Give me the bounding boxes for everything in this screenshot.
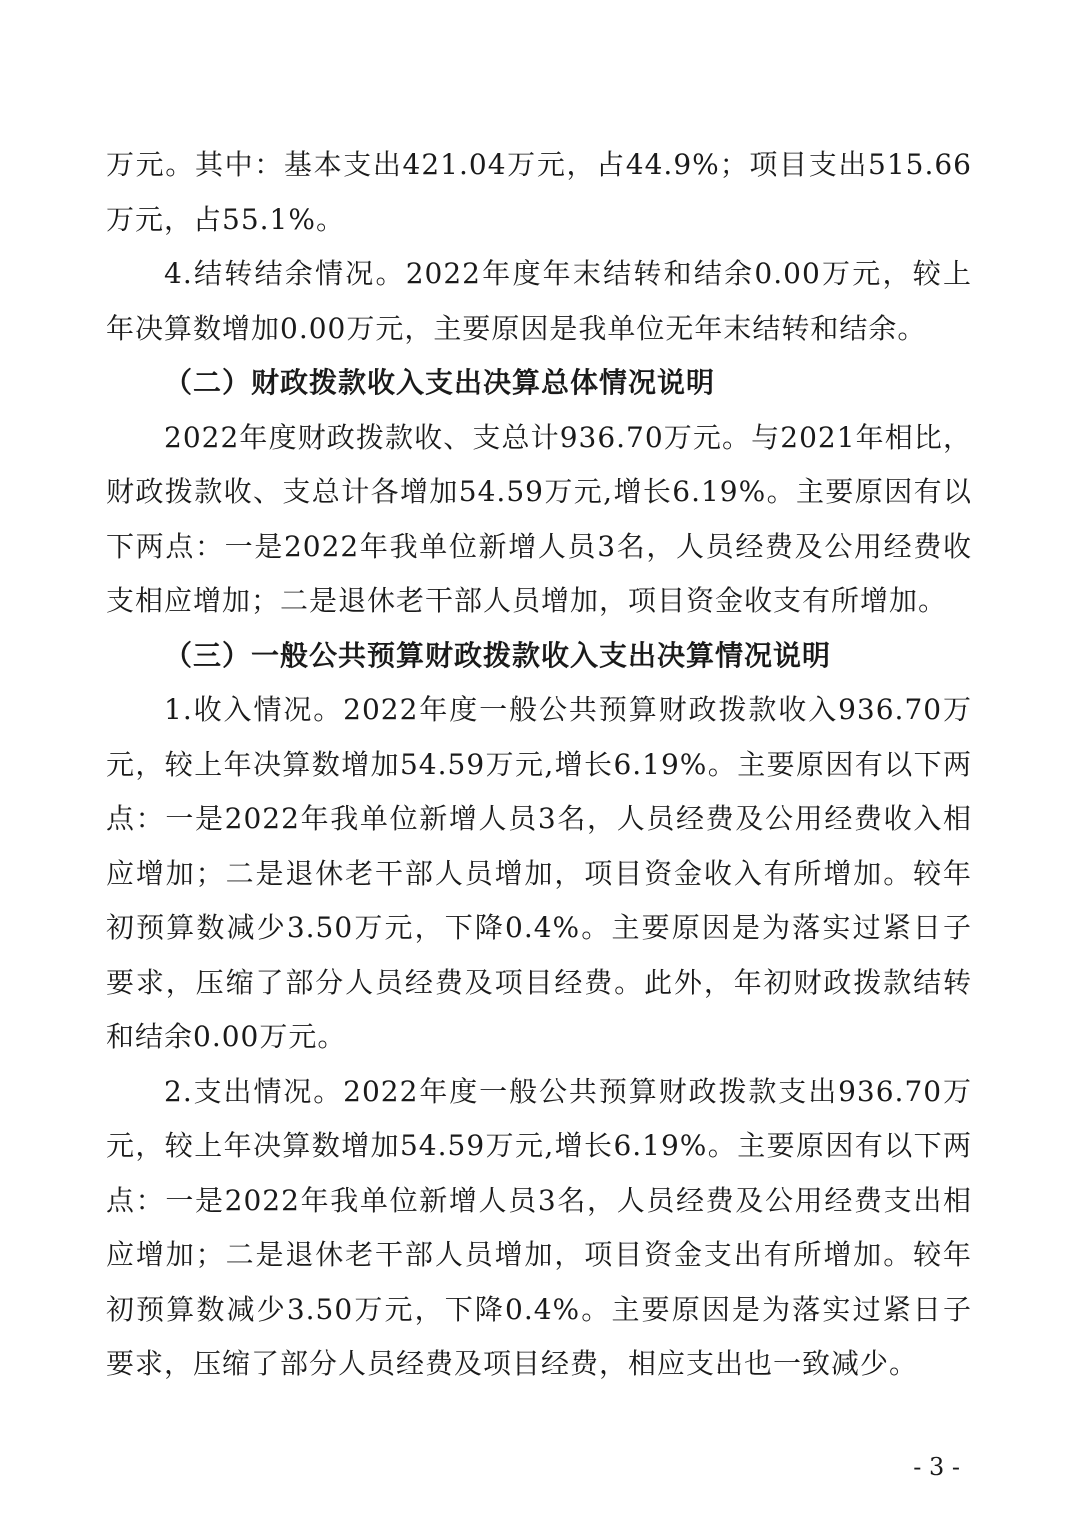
section-heading-general-budget: （三）一般公共预算财政拨款收入支出决算情况说明: [164, 638, 832, 672]
section-heading-fiscal-overview: （二）财政拨款收入支出决算总体情况说明: [164, 366, 716, 399]
paragraph-income-situation: 1.收入情况。2022年度一般公共预算财政拨款收入936.70万元，较上年决算数增加54.59万元,增长6.19%。主要原因有以下两点：一是2022年我单位新增人员3名，人员经费及公用经费收入相应增加；二是退休老干部人员增加，项目资金收入有所增加。较年初预算数减少3.50万元，下降0.4%。主要原因是为落实过紧日子要求，压缩了部分人员经费及项目经费。此外，年初财政拨款结转和结余0.00万元。: [106, 693, 972, 1053]
paragraph-fiscal-overview: 2022年度财政拨款收、支总计936.70万元。与2021年相比，财政拨款收、支总计各增加54.59万元,增长6.19%。主要原因有以下两点：一是2022年我单位新增人员3名，人员经费及公用经费收支相应增加；二是退休老干部人员增加，项目资金收支有所增加。: [106, 420, 972, 617]
page-number: - 3 -: [913, 1453, 960, 1481]
document-body: [106, 138, 972, 1392]
paragraph-expense-breakdown: 万元。其中：基本支出421.04万元，占44.9%；项目支出515.66万元，占55.1%。: [106, 148, 972, 236]
paragraph-expenditure-situation: 2.支出情况。2022年度一般公共预算财政拨款支出936.70万元，较上年决算数增加54.59万元,增长6.19%。主要原因有以下两点：一是2022年我单位新增人员3名，人员经费及公用经费支出相应增加；二是退休老干部人员增加，项目资金支出有所增加。较年初预算数减少3.50万元，下降0.4%。主要原因是为落实过紧日子要求，压缩了部分人员经费及项目经费，相应支出也一致减少。: [106, 1074, 972, 1380]
paragraph-carryover-balance: 4.结转结余情况。2022年度年末结转和结余0.00万元，较上年决算数增加0.00万元，主要原因是我单位无年末结转和结余。: [106, 257, 972, 345]
